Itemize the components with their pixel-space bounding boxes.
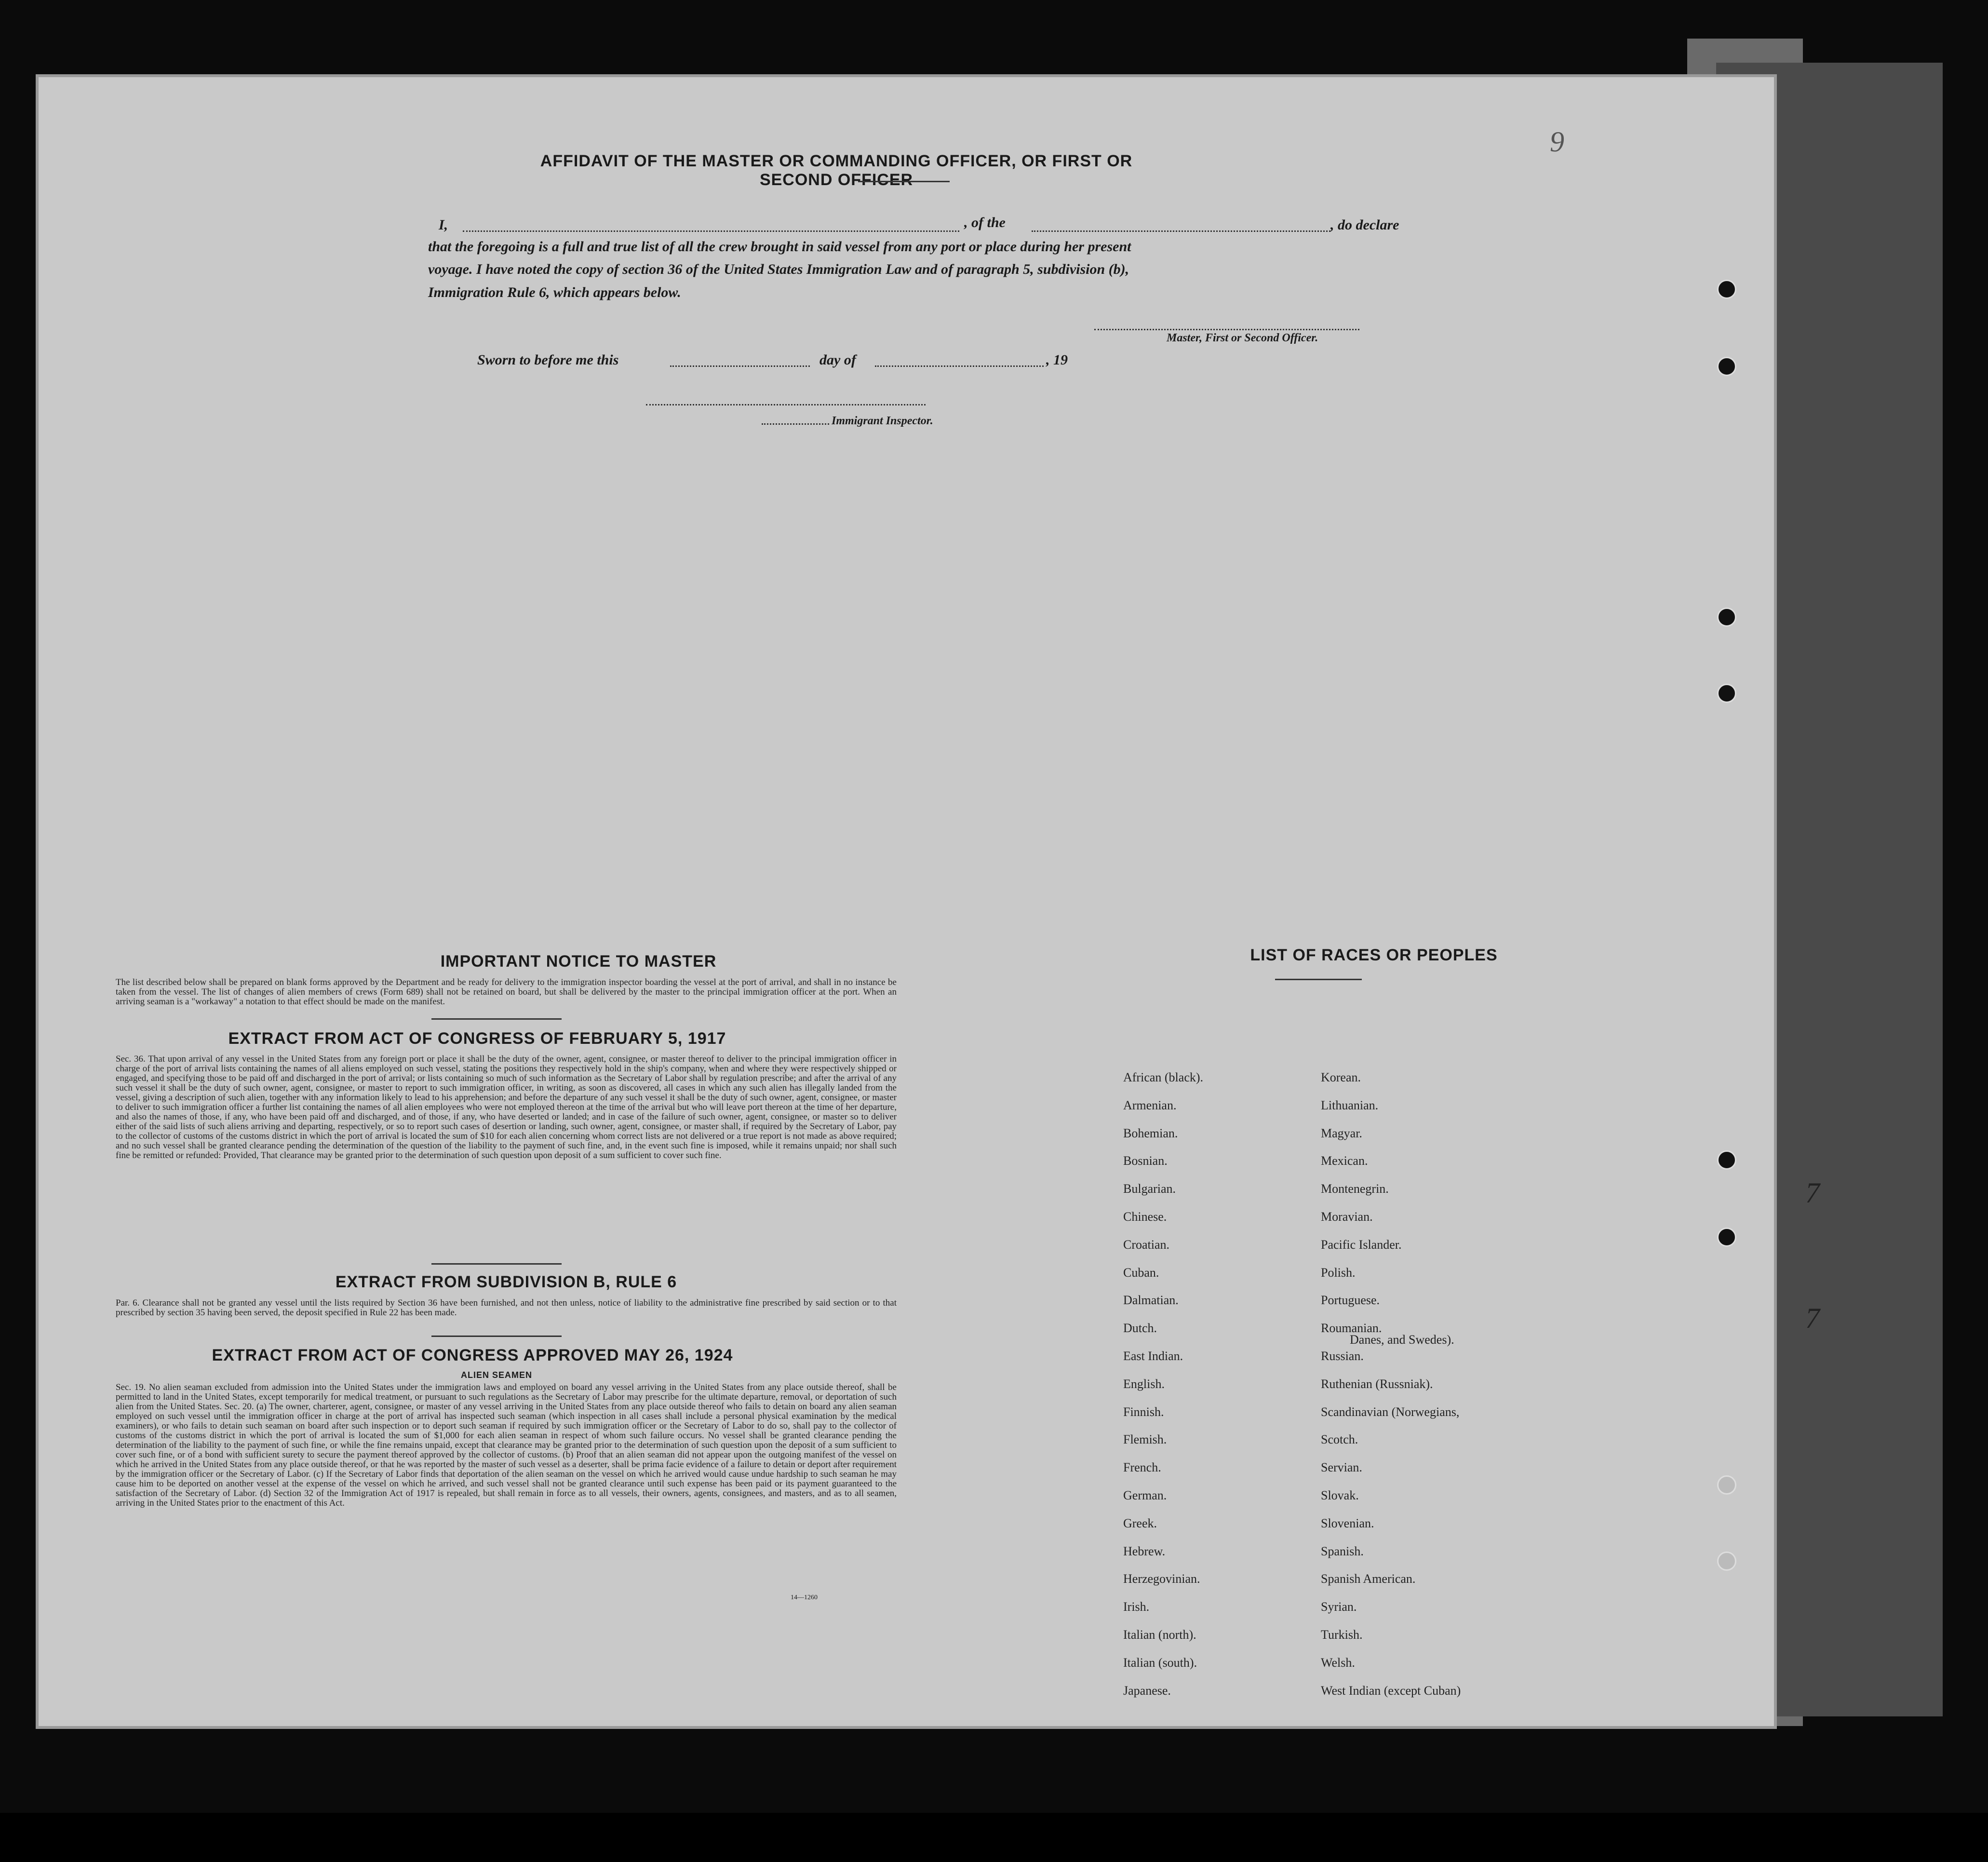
race-item: Hebrew. (1123, 1544, 1166, 1558)
race-item: Mexican. (1321, 1154, 1368, 1168)
race-item: Herzegovinian. (1123, 1572, 1200, 1586)
inspector-label: Immigrant Inspector. (832, 415, 933, 427)
race-item: Armenian. (1123, 1098, 1177, 1112)
subdivision-text: Par. 6. Clearance shall not be granted any vessel until the lists required by Section 36 have been furnished, and not then unless, notice of liability to the administrative fine prescribed by said section or to that prescribed by section 35 having been served, the deposit specified in Rule 22 has been made. (116, 1298, 897, 1318)
title-underline (858, 181, 950, 182)
race-item: Turkish. (1321, 1628, 1363, 1642)
race-item: Korean. (1321, 1070, 1361, 1084)
binder-hole (1717, 1228, 1736, 1247)
race-item: Japanese. (1123, 1683, 1171, 1698)
race-item: West Indian (except Cuban) (1321, 1683, 1461, 1698)
race-item: Scandinavian (Norwegians, (1321, 1404, 1460, 1419)
extract-1924-text: Sec. 19. No alien seaman excluded from admission into the United States under the immigration laws and employed on board any vessel arriving in the United States from any place outside thereof, shall be permitted to land in the United States, except temporarily for medical treatment, or pursuant to such regulations as the Secretary of Labor may prescribe for the ultimate departure, removal, or deportation of such alien from the United States. Sec. 20. (a) The owner, charterer, agent, consignee, or master of any vessel arriving in the United States from any place outside thereof who fails to detain on board any alien seaman employed on such vessel until the immigration officer in charge at the port of arrival has inspected such seaman (which inspection in all cases shall include a personal physical examination by the medical examiners), or who fails to detain such seaman on board after such inspection or to deport such seaman if required by such immigration officer or the Secretary of Labor to do so, shall pay to the collector of customs of the customs district in which the port of arrival is located the sum of $1,000 for each alien seaman in respect of whom such failure occurs. No vessel shall be granted clearance pending the determination of the liability to the payment of such fine, or while the fine remains unpaid, except that clearance may be granted prior to the determination of such question upon the deposit of a sum sufficient to cover such fine, or of a bond with sufficient surety to secure the payment thereof approved by the collector of customs. (b) Proof that an alien seaman did not appear upon the outgoing manifest of the vessel on which he arrived in the United States from any place outside thereof, or that he was reported by the master of such vessel as a deserter, shall be prima facie evidence of a failure to detain or deport after requirement by the immigration officer or the Secretary of Labor. (c) If the Secretary of Labor finds that deportation of the alien seaman on the vessel on which he arrived would cause undue hardship to such seaman he may cause him to be deported on another vessel at the expense of the vessel on which he arrived, and such vessel shall not be granted clearance until such expense has been paid or its payment guaranteed to the satisfaction of the Secretary of Labor. (d) Section 32 of the Immigration Act of 1917 is repealed, but shall remain in force as to all vessels, their owners, agents, consignees, and masters, and as to all seamen, arriving in the United States prior to the enactment of this Act. (116, 1382, 897, 1508)
sworn-day-of: day of (819, 352, 856, 368)
races-title-underline (1275, 979, 1362, 980)
extract-1917-text: Sec. 36. That upon arrival of any vessel in the United States from any foreign port or place it shall be the duty of the owner, agent, consignee, or master thereof to deliver to the principal immigration officer in charge of the port of arrival lists containing the names of all aliens employed on such vessel, stating the positions they respectively hold in the ship's company, when and where they were respectively shipped or engaged, and specifying those to be paid off and discharged in the port of arrival; or lists containing so much of such information as the Secretary of Labor shall by regulation prescribe; and after the arrival of any such vessel it shall be the duty of such owner, agent, consignee, or master to report to such immigration officer, in writing, as soon as discovered, all cases in which any such alien has illegally landed from the vessel, giving a description of such alien, together with any information likely to lead to his apprehension; and before the departure of any such vessel it shall be the duty of such owner, agent, consignee, or master to deliver to such immigration officer a further list containing the names of all alien employees who were not employed thereon at the time of the arrival but who will leave port thereon at the time of her departure, and also the names of those, if any, who have been paid off and discharged, and of those, if any, who have deserted or landed; and in case of the failure of such owner, agent, consignee, or master so to deliver either of the said lists of such aliens arriving and departing, respectively, or so to report such cases of desertion or landing, such owner, agent, consignee, or master shall, if required by the Secretary of Labor, pay to the collector of customs of the customs district in which the port of arrival is located the sum of $10 for each alien concerning whom correct lists are not delivered or a true report is not made as above required; and no such vessel shall be granted clearance pending the determination of the question of the liability to the payment of such fine, and, in the event such fine is imposed, while it remains unpaid; nor shall such fine be remitted or refunded: Provided, That clearance may be granted prior to the determination of such question upon deposit of a sum sufficient to cover such fine. (116, 1054, 897, 1160)
binder-hole (1717, 1475, 1736, 1495)
scan-bottom-band (0, 1813, 1988, 1862)
race-item: Portuguese. (1321, 1293, 1380, 1308)
race-item: Montenegrin. (1321, 1182, 1389, 1196)
race-item: Cuban. (1123, 1265, 1159, 1280)
race-item: Flemish. (1123, 1432, 1167, 1447)
notice-title: IMPORTANT NOTICE TO MASTER (440, 952, 717, 971)
race-item: Servian. (1321, 1460, 1362, 1475)
race-item: Bulgarian. (1123, 1182, 1176, 1196)
race-item: African (black). (1123, 1070, 1204, 1084)
race-item: Irish. (1123, 1600, 1150, 1614)
extract-1924-subtitle: ALIEN SEAMEN (460, 1370, 532, 1380)
race-item: Spanish. (1321, 1544, 1364, 1558)
race-item: Magyar. (1321, 1126, 1362, 1140)
race-item: Ruthenian (Russniak). (1321, 1376, 1433, 1391)
race-item: Slovenian. (1321, 1516, 1374, 1530)
extract-1917-title: EXTRACT FROM ACT OF CONGRESS OF FEBRUARY 5, 1917 (228, 1029, 726, 1048)
race-item: Roumanian. (1321, 1321, 1382, 1336)
extract-1924-title: EXTRACT FROM ACT OF CONGRESS APPROVED MAY 26, 1924 (212, 1346, 733, 1364)
race-item: East Indian. (1123, 1349, 1183, 1363)
affidavit-line3: voyage. I have noted the copy of section 36 of the United States Immigration Law and of paragraph 5, subdivision (b), (428, 261, 1129, 277)
sworn-day-blank (670, 365, 810, 367)
side-mark: 7 (1805, 1302, 1820, 1334)
divider (431, 1336, 562, 1337)
affidavit-of-the: , of the (964, 215, 1006, 230)
binder-hole (1717, 607, 1736, 627)
side-mark: 7 (1805, 1177, 1820, 1209)
page-number-mark: 9 (1550, 126, 1564, 158)
vessel-blank (1032, 230, 1330, 232)
race-continuation: Danes, and Swedes). (1350, 1333, 1454, 1347)
race-item: Pacific Islander. (1321, 1237, 1402, 1252)
race-item: Slovak. (1321, 1488, 1359, 1502)
notice-text: The list described below shall be prepared on blank forms approved by the Department and be ready for delivery to the immigration inspector boarding the vessel at the port of arrival, and shall in no instance be taken from the vessel. The list of changes of alien members of crews (Form 689) shall not be retained on board, but shall be delivered by the master to the principal immigration officer at the port. When an arriving seaman is a "workaway" a notation to that effect should be made on the manifest. (116, 977, 897, 1007)
form-number: 14—1260 (791, 1594, 818, 1601)
race-item: Croatian. (1123, 1237, 1170, 1252)
inspector-line-short (762, 423, 829, 425)
binder-hole (1717, 280, 1736, 299)
race-item: Italian (south). (1123, 1655, 1197, 1670)
race-item: Dutch. (1123, 1321, 1157, 1336)
race-item: Bosnian. (1123, 1154, 1168, 1168)
race-item: Dalmatian. (1123, 1293, 1179, 1308)
signature-line (1094, 329, 1359, 330)
race-item: Moravian. (1321, 1210, 1373, 1224)
race-item: Lithuanian. (1321, 1098, 1379, 1112)
affidavit-declare: , do declare (1330, 217, 1399, 233)
binder-hole (1717, 684, 1736, 703)
affidavit-title: AFFIDAVIT OF THE MASTER OR COMMANDING OFFICER, OR FIRST OR SECOND OFFICER (540, 152, 1133, 189)
divider (431, 1018, 562, 1020)
affidavit-line2: that the foregoing is a full and true list of all the crew brought in said vessel from any port or place during her present (428, 239, 1131, 255)
sworn-month-blank (875, 365, 1044, 367)
binder-hole (1717, 1552, 1736, 1571)
document-page (39, 77, 1774, 1726)
signature-label: Master, First or Second Officer. (1167, 332, 1318, 344)
race-item: Greek. (1123, 1516, 1157, 1530)
race-item: English. (1123, 1376, 1165, 1391)
name-blank (463, 230, 959, 232)
race-item: Syrian. (1321, 1600, 1357, 1614)
subdivision-title: EXTRACT FROM SUBDIVISION B, RULE 6 (335, 1273, 677, 1291)
race-item: Scotch. (1321, 1432, 1358, 1447)
affidavit-i: I, (439, 217, 448, 233)
race-item: Italian (north). (1123, 1628, 1196, 1642)
sworn-year: , 19 (1046, 352, 1068, 368)
race-item: Russian. (1321, 1349, 1364, 1363)
binder-hole (1717, 1150, 1736, 1170)
race-item: Finnish. (1123, 1404, 1164, 1419)
race-item: Spanish American. (1321, 1572, 1416, 1586)
inspector-line (646, 404, 926, 405)
race-item: Bohemian. (1123, 1126, 1178, 1140)
race-item: French. (1123, 1460, 1161, 1475)
race-item: Chinese. (1123, 1210, 1167, 1224)
race-item: Polish. (1321, 1265, 1356, 1280)
sworn-prefix: Sworn to before me this (477, 352, 619, 368)
races-title: LIST OF RACES OR PEOPLES (1250, 946, 1498, 964)
divider (431, 1263, 562, 1265)
binder-hole (1717, 357, 1736, 376)
race-item: German. (1123, 1488, 1167, 1502)
affidavit-line4: Immigration Rule 6, which appears below. (428, 284, 681, 300)
race-item: Welsh. (1321, 1655, 1355, 1670)
